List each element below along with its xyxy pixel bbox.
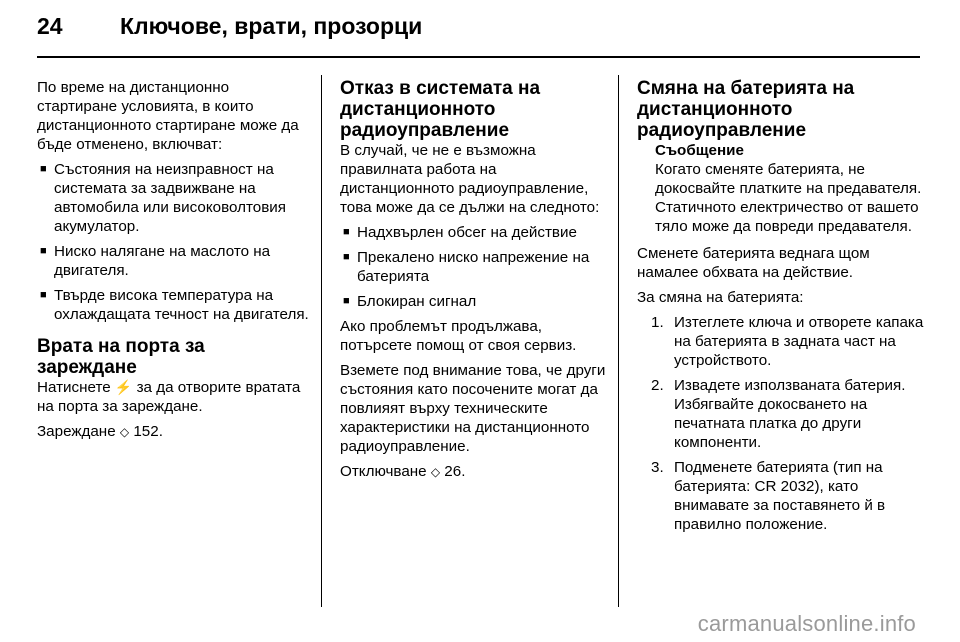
column-1	[37, 78, 309, 448]
reference-arrow-icon: ◇	[119, 425, 130, 439]
list-item: ■ Ниско налягане на маслото на двигателя.	[40, 243, 271, 279]
bullet-icon: ■	[40, 163, 47, 175]
remote-fault-para-2: Вземете под внимание това, че други състояния като посочените могат да повлияят върху техническите характеристики на дистанционното радиоуправление.	[340, 362, 606, 455]
remote-fault-intro: В случай, че не е възможна правилната работа на дистанционното радиоуправление, това може да се дължи на следното:	[340, 142, 600, 216]
bullet-icon: ■	[343, 226, 350, 238]
battery-para-1: Сменете батерията веднага щом намалее обхвата на действие.	[637, 245, 870, 281]
column-divider-1	[321, 75, 322, 607]
remote-fault-heading: Отказ в системата на дистанционното радиоуправление	[340, 78, 541, 141]
charge-port-door-heading: Врата на порта за зареждане	[37, 336, 205, 378]
list-item: 1. Изтеглете ключа и отворете капака на батерията в задната част на устройството.	[651, 314, 924, 369]
unlocking-reference: Отключване ◇ 26.	[340, 463, 466, 480]
column-3	[637, 78, 927, 540]
list-item: ■ Прекалено ниско напрежение на батерията	[343, 249, 590, 285]
page-title: Ключове, врати, прозорци	[120, 13, 423, 39]
bullet-icon: ■	[343, 295, 350, 307]
unlocking-link[interactable]: Отключване	[340, 463, 427, 480]
remote-start-cancel-list	[37, 160, 309, 324]
watermark: carmanualsonline.info	[697, 611, 916, 636]
battery-replacement-heading: Смяна на батерията на дистанционното радиоуправление	[637, 78, 855, 141]
battery-para-2: За смяна на батерията:	[637, 289, 804, 306]
list-item: ■ Твърде висока температура на охлаждащата течност на двигателя.	[40, 287, 309, 323]
charging-link[interactable]: Зареждане	[37, 423, 116, 440]
remote-fault-para-1: Ако проблемът продължава, потърсете помощ от своя сервиз.	[340, 318, 577, 354]
list-item: ■ Надхвърлен обсег на действие	[343, 224, 577, 241]
battery-steps-list	[637, 313, 927, 534]
notice-title: Съобщение	[655, 142, 744, 159]
notice-box	[637, 141, 927, 236]
bullet-icon: ■	[343, 251, 350, 263]
notice-text: Когато сменяте батерията, не докосвайте платките на предавателя. Статичното електричество от вашето тяло може да повреди предавателя.	[655, 161, 922, 235]
list-item: ■ Блокиран сигнал	[343, 293, 477, 310]
charging-reference: Зареждане ◇ 152.	[37, 423, 163, 440]
list-item: 3. Подменете батерията (тип на батерията: CR 2032), като внимавате за поставянето й в правилно положение.	[651, 459, 886, 533]
column-2	[340, 78, 612, 488]
list-item: ■ Състояния на неизправност на системата за задвижване на автомобила или високоволтовия акумулатор.	[40, 161, 286, 235]
charge-port-door-text: Натиснете ⚡ за да отворите вратата на порта за зареждане.	[37, 379, 301, 415]
column-divider-2	[618, 75, 619, 607]
header-rule	[37, 56, 920, 58]
page-header	[37, 13, 917, 49]
page-number: 24	[37, 13, 63, 39]
list-item: 2. Извадете използваната батерия. Избягвайте докосването на печатната платка до други компоненти.	[651, 377, 906, 451]
bullet-icon: ■	[40, 245, 47, 257]
remote-start-intro: По време на дистанционно стартиране условията, в които дистанционното стартиране може да бъде отменено, включват:	[37, 79, 299, 153]
reference-arrow-icon: ◇	[430, 465, 441, 479]
bullet-icon: ■	[40, 289, 47, 301]
charge-port-icon: ⚡	[114, 379, 133, 395]
remote-fault-causes-list	[340, 223, 612, 311]
